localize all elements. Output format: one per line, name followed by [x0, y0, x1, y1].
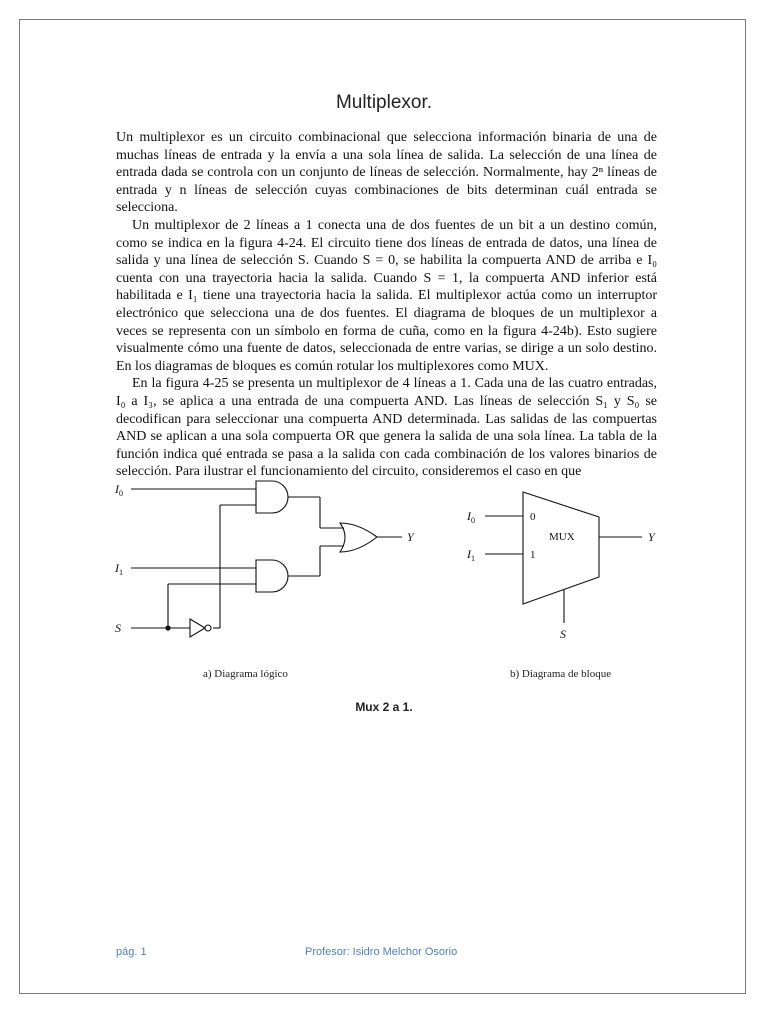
label-i0: $I_0$ [115, 482, 123, 498]
paragraph-2: Un multiplexor de 2 líneas a 1 conecta una de dos fuentes de un bit a un destino común, como se indica en la figura 4-24. El circuito tiene dos líneas de entrada de datos, una línea de salida y una línea de selección S. Cuando S = 0, se habilita la compuerta AND de arriba e I₀ cuenta con una trayectoria hacia la salida. Cuando S = 1, la compuerta AND inferior está habilitada e I₁ tiene una trayectoria hacia la salida. El multiplexor actúa como un interruptor electrónico que selecciona una de dos fuentes. El diagrama de bloques de un multiplexor a veces se representa con un símbolo en forma de cuña, como en la figura 4-24b). Esto sugiere visualmente cómo una fuente de datos, seleccionada de entre varias, se dirige a un solo destino. En los diagramas de bloques es común rotular los multiplexores como MUX. [116, 217, 657, 374]
label-s: S [115, 621, 121, 635]
label-i1: $I_1$ [115, 561, 123, 577]
paragraph-3: En la figura 4-25 se presenta un multiplexor de 4 líneas a 1. Cada una de las cuatro entradas, I₀ a I₃, se aplica a una entrada de una compuerta AND. Las líneas de selección S₁ y S₀ se decodifican para seleccionar una compuerta AND determinada. Las salidas de las compuertas AND se aplican a una sola compuerta OR que genera la salida de una sola línea. La tabla de la función indica qué entrada se pasa a la salida con cada combinación de los valores binarios de selección. Para ilustrar el funcionamiento del circuito, consideremos el caso en que [116, 376, 657, 480]
and-gate-lower [256, 560, 288, 592]
figure-title: Mux 2 a 1. [355, 700, 413, 714]
logic-diagram [131, 481, 402, 637]
or-gate [340, 523, 377, 552]
label-y: Y [407, 530, 414, 544]
mux-block [523, 492, 599, 604]
and-gate-upper [256, 481, 288, 513]
block-label-s: S [560, 627, 566, 641]
block-label-i0: $I_0$ [467, 509, 475, 525]
block-diagram [485, 492, 642, 623]
not-gate [190, 619, 205, 637]
mux-label: MUX [549, 531, 575, 543]
mux-figure [0, 465, 768, 665]
caption-logic-diagram: a) Diagrama lógico [203, 668, 288, 680]
block-label-i1: $I_1$ [467, 547, 475, 563]
junction-dot [165, 625, 170, 630]
paragraph-1: Un multiplexor es un circuito combinacional que selecciona información binaria de una de muchas líneas de entrada y la envía a una sola línea de salida. La selección de una línea de entrada dada se controla con un conjunto de líneas de selección. Normalmente, hay 2ⁿ líneas de entrada y n líneas de selección cuyas combinaciones de bits determinan cuál entrada se selecciona. [116, 130, 657, 216]
block-label-y: Y [648, 530, 655, 544]
port-0-label: 0 [530, 511, 536, 523]
caption-block-diagram: b) Diagrama de bloque [510, 668, 612, 680]
footer-professor: Profesor: Isidro Melchor Osorio [305, 946, 458, 958]
body-text [116, 129, 657, 481]
page-title: Multiplexor. [335, 92, 433, 113]
footer-page-number: pág. 1 [116, 946, 147, 958]
port-1-label: 1 [530, 549, 536, 561]
